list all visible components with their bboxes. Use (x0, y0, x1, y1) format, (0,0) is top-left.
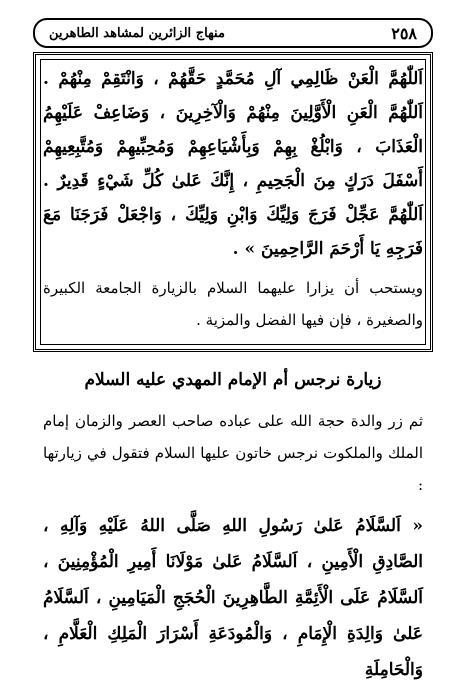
dua-text-1: اَللّٰهُمَّ الْعَنْ ظَالِمِي آلِ مُحَمَّدٍ حَقَّهُمْ ، وَانْتَقِمْ مِنْهُمْ . اَللّٰهُمَّ الْعَنِ الْأَوَّلِينَ مِنْهُمْ وَالْآخِرِينَ ، وَضَاعِفْ عَلَيْهِمُ الْعَذَابَ ، وَابْلُغْ بِهِمْ وَبِأَشْيَاعِهِمْ وَمُحِبِّيهِمْ وَمُتَّبِعِيهِمْ أَسْفَلَ دَرَكٍ مِنَ الْجَحِيمِ ، إِنَّكَ عَلىٰ كُلِّ شَيْءٍ قَدِيرٌ . اَللّٰهُمَّ عَجِّلْ فَرَجَ وَلِيِّكَ وَابْنِ وَلِيِّكَ ، وَاجْعَلْ فَرَجَنَا مَعَ فَرَجِهِ يَا أَرْحَمَ الرَّاحِمِينَ » . (43, 69, 423, 259)
running-title: منهاج الزائرين لمشاهد الطاهرين (49, 25, 225, 41)
paragraph-1: ويستحب أن يزارا عليهما السلام بالزيارة الجامعة الكبيرة والصغيرة ، فإن فيها الفضل والمزية . (43, 279, 423, 329)
section-heading: زيارة نرجس أم الإمام المهدي عليه السلام (84, 370, 382, 390)
paragraph-2: ثم زر والدة حجة الله على عباده صاحب العصر والزمان إمام الملك والملكوت نرجس خاتون عليها السلام فتقول في زيارتها : (43, 412, 423, 494)
page-number: ٢٥٨ (391, 23, 417, 43)
dua-text-2: « اَلسَّلَامُ عَلىٰ رَسُولِ اللهِ صَلَّى اللهُ عَلَيْهِ وَآلِهِ ، الصَّادِقِ الْأَمِينِ ، اَلسَّلَامُ عَلىٰ مَوْلَانَا أَمِيرِ الْمُؤْمِنِينَ ، اَلسَّلَامُ عَلَى الْأَئِمَّةِ الطَّاهِرِينَ الْحُجَجِ الْمَيَامِينِ ، اَلسَّلَامُ عَلىٰ وَالِدَةِ الْإِمَامِ ، وَالْمُودَعَةِ أَسْرَارَ الْمَلِكِ الْعَلَّامِ ، وَالْحَامِلَةِ (43, 516, 423, 680)
page-header (33, 18, 433, 48)
